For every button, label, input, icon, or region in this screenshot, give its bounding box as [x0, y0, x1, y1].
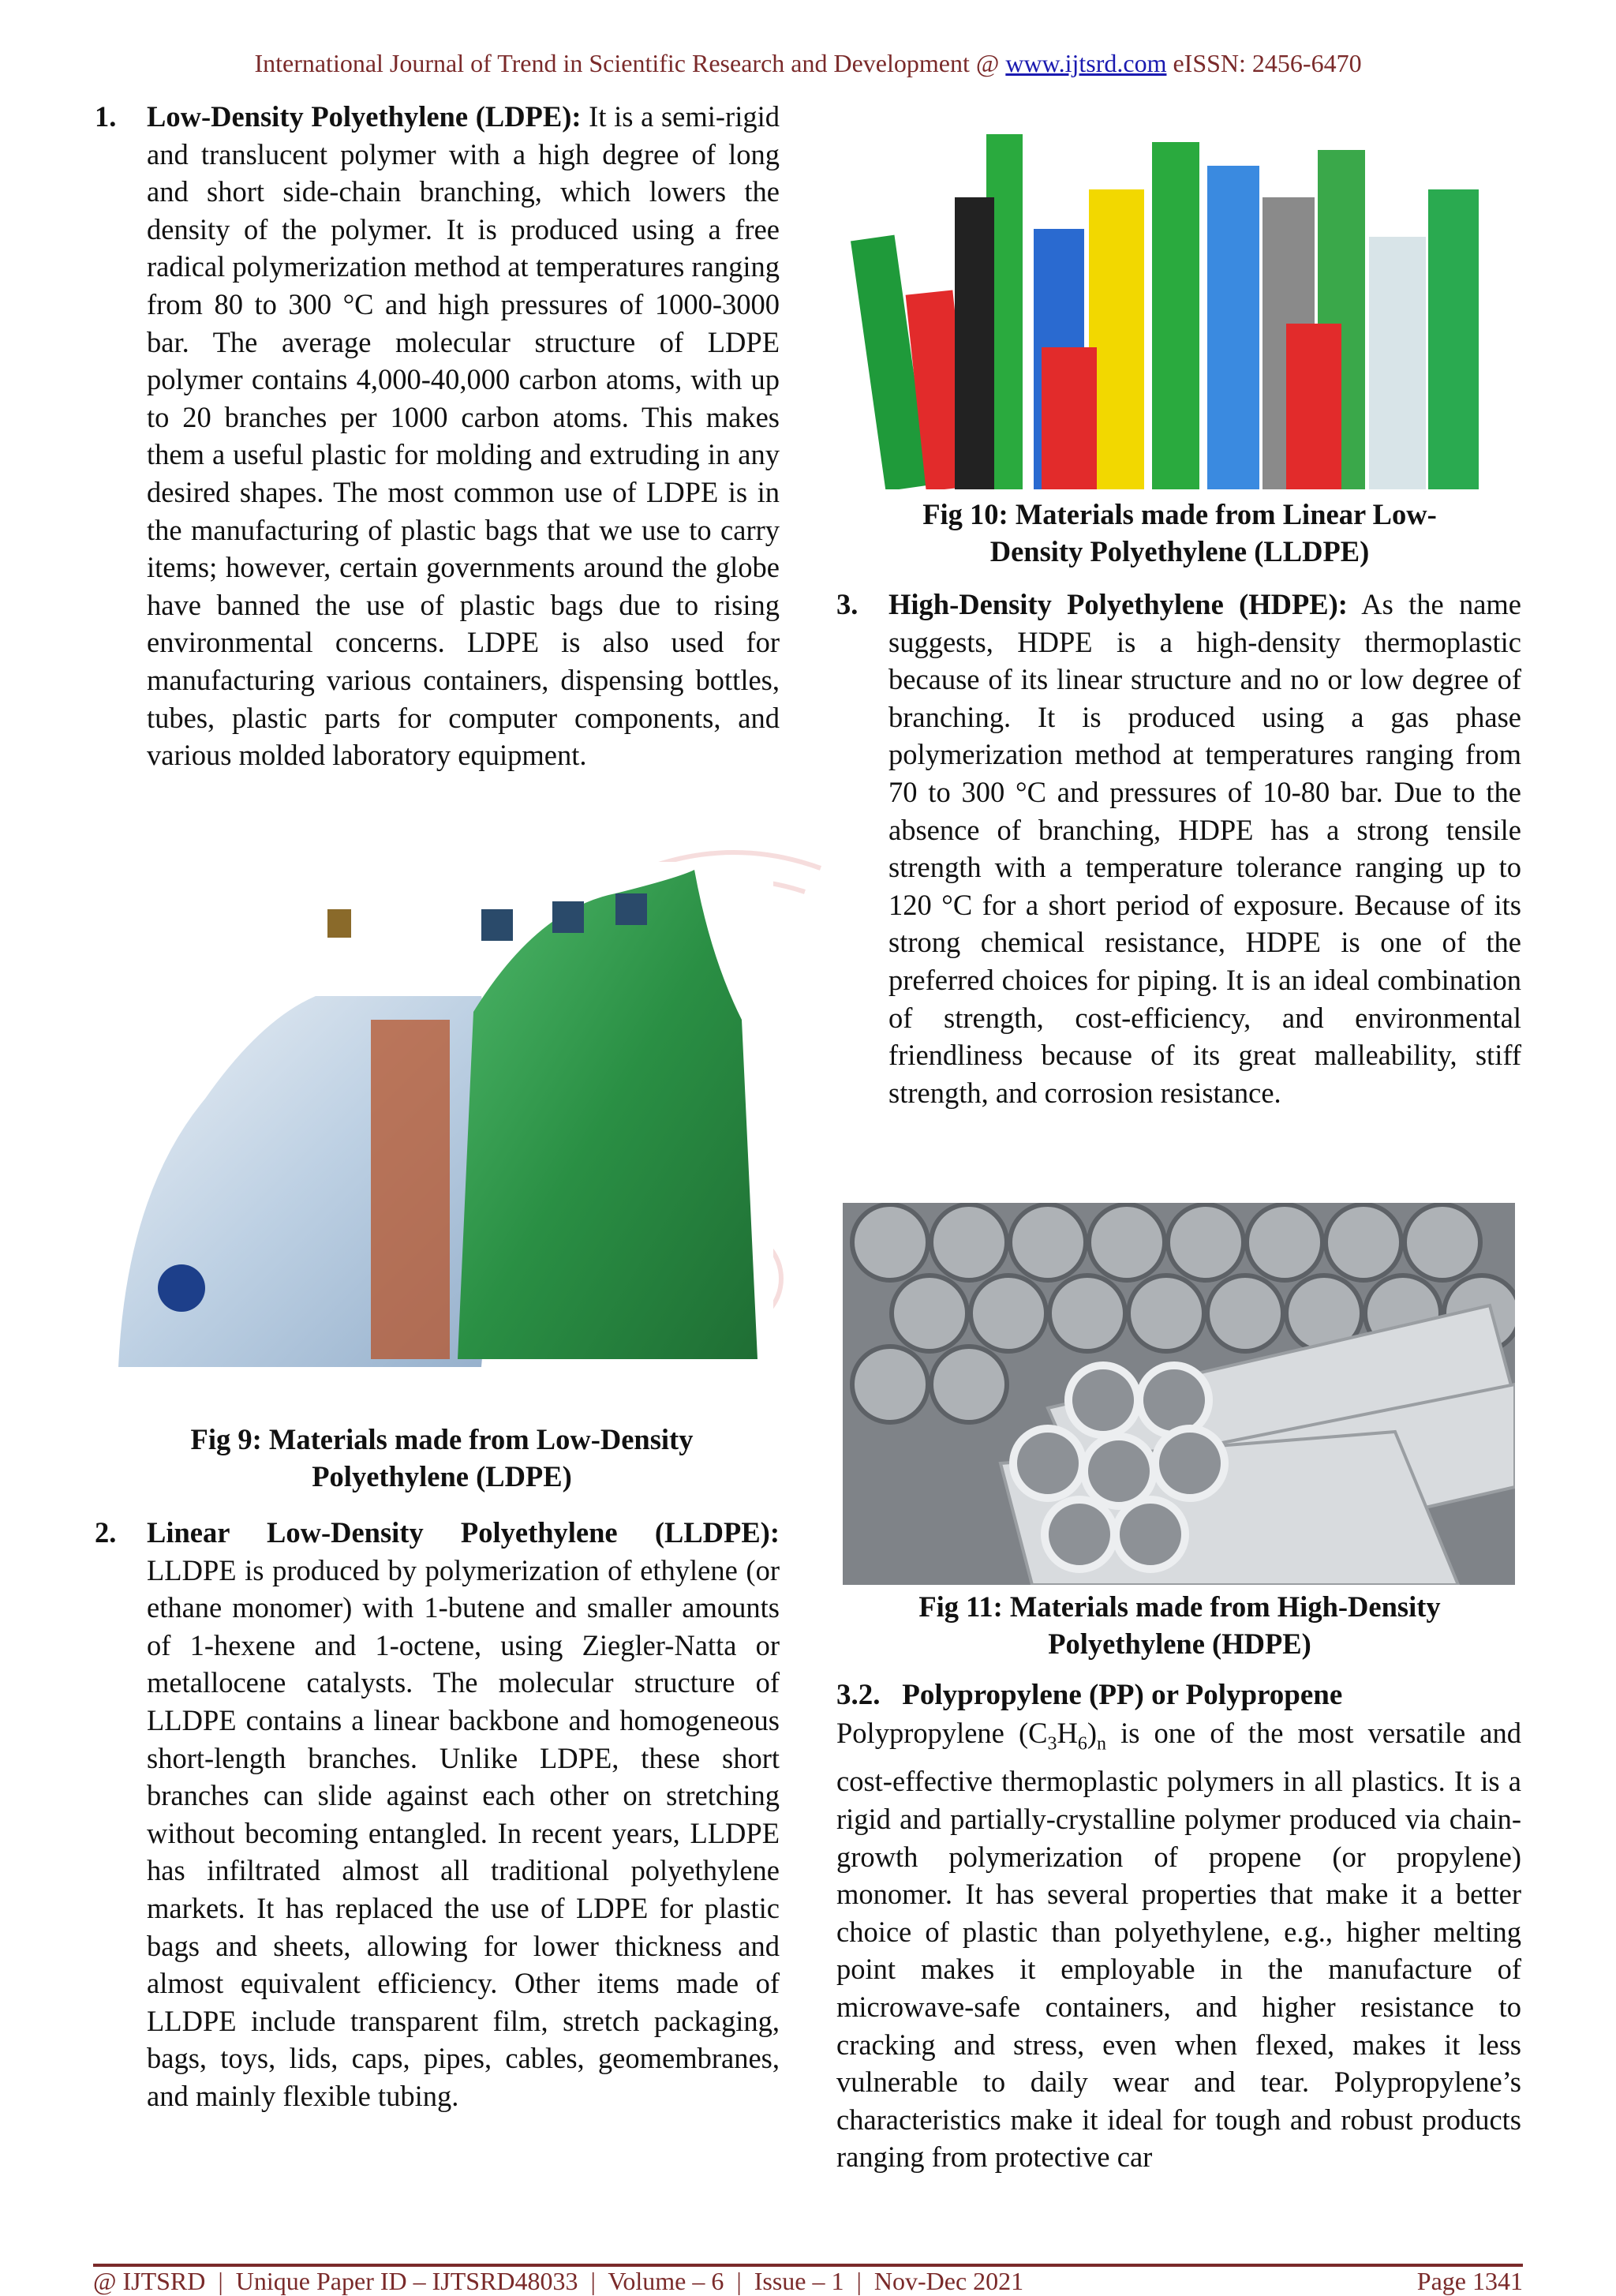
para-part: is one of the most versatile and cost-effective thermoplastic polymers in all plastics. It is a rigid and partially-crystalline polymer produced via chain-growth polymerization of propene (or propylene) monomer. It has several properties that make it a better choice of plastic than polyethylene, e.g., higher melting point makes it employable in the manufacture of microwave-safe containers, and higher resistance to cracking and stress, even when flexed, makes it less vulnerable to daily wear and tear. Polypropylene’s characteristics make it ideal for tough and robust products ranging from protective car	[836, 1716, 1521, 2174]
section-heading	[836, 1676, 1521, 1714]
section-number: 3.2.	[836, 1679, 881, 1711]
section-paragraph	[836, 1714, 1521, 2176]
caption-line: Fig 10: Materials made from Linear Low-	[922, 498, 1437, 530]
list-item-hdpe	[836, 586, 1521, 1111]
caption-line: Density Polyethylene (LLDPE)	[989, 535, 1370, 567]
header-suffix: eISSN: 2456-6470	[1166, 49, 1362, 77]
item-title: Low-Density Polyethylene (LDPE):	[147, 100, 582, 133]
right-column-hdpe	[836, 586, 1521, 1111]
footer-info: @ IJTSRD | Unique Paper ID – IJTSRD48033 | Volume – 6 | Issue – 1 | Nov-Dec 2021	[93, 2267, 1024, 2295]
item-title: High-Density Polyethylene (HDPE):	[888, 588, 1348, 620]
item-number: 1.	[95, 100, 117, 133]
list-item-lldpe	[95, 1514, 780, 2115]
left-column	[95, 98, 780, 774]
caption-line: Polyethylene (HDPE)	[1048, 1627, 1311, 1660]
item-paragraph	[888, 586, 1521, 1111]
fig11-image	[843, 1203, 1515, 1585]
journal-header	[0, 49, 1616, 78]
para-part: )	[1087, 1716, 1097, 1749]
left-column-lower	[95, 1514, 780, 2115]
fig10-caption	[844, 496, 1515, 570]
item-body: It is a semi-rigid and translucent polymer with a high degree of long and short side-chain branching, which lowers the density of the polymer. It is produced using a free radical polymerization method at temperatures ranging from 80 to 300 °C and high pressures of 1000-3000 bar. The average molecular structure of LDPE polymer contains 4,000-40,000 carbon atoms, with up to 20 branches per 1000 carbon atoms. This makes them a useful plastic for molding and extruding in any desired shapes. The most common use of LDPE is in the manufacturing of plastic bags that we use to carry items; however, certain governments around the globe have banned the use of plastic bags due to rising environmental concerns. LDPE is also used for manufacturing various containers, dispensing bottles, tubes, plastic parts for computer components, and various molded laboratory equipment.	[147, 100, 780, 772]
section-title: Polypropylene (PP) or Polypropene	[902, 1679, 1343, 1711]
journal-link[interactable]: www.ijtsrd.com	[1005, 49, 1167, 77]
para-part: Polypropylene (C	[836, 1716, 1048, 1749]
page-number: Page 1341	[1416, 2267, 1523, 2295]
subscript: 3	[1047, 1732, 1057, 1754]
fig9-image	[110, 862, 773, 1383]
para-part: H	[1057, 1716, 1078, 1749]
fig9-caption	[118, 1421, 765, 1495]
subscript: 6	[1077, 1732, 1087, 1754]
item-paragraph	[147, 98, 780, 774]
list-item-ldpe	[95, 98, 780, 774]
item-paragraph	[147, 1514, 780, 2115]
subscript: n	[1097, 1732, 1106, 1754]
item-number: 3.	[836, 588, 858, 620]
header-prefix: International Journal of Trend in Scientific Research and Development @	[254, 49, 1006, 77]
page-footer	[93, 2267, 1523, 2296]
caption-line: Fig 11: Materials made from High-Density	[918, 1590, 1441, 1623]
section-pp	[836, 1676, 1521, 2176]
fig11-caption	[844, 1588, 1515, 1662]
caption-line: Fig 9: Materials made from Low-Density	[190, 1423, 694, 1455]
item-number: 2.	[95, 1516, 117, 1549]
item-body: LLDPE is produced by polymerization of ethylene (or ethane monomer) with 1-butene and smaller amounts of 1-hexene and 1-octene, using Ziegler-Natta or metallocene catalysts. The molecular structure of LLDPE contains a linear backbone and homogeneous short-length branches. Unlike LDPE, these short branches can slide against each other on stretching without becoming entangled. In recent years, LLDPE has infiltrated almost all traditional polyethylene markets. It has replaced the use of LDPE for plastic bags and sheets, allowing for lower thickness and almost equivalent efficiency. Other items made of LLDPE include transparent film, stretch packaging, bags, toys, lids, caps, pipes, cables, geomembranes, and mainly flexible tubing.	[147, 1553, 780, 2112]
item-title: Linear Low-Density Polyethylene (LLDPE):	[147, 1516, 780, 1549]
fig10-image	[844, 110, 1515, 489]
caption-line: Polyethylene (LDPE)	[312, 1460, 572, 1493]
item-body: As the name suggests, HDPE is a high-density thermoplastic because of its linear structure and no or low degree of branching. It is produced using a gas phase polymerization method at temperatures ranging from 70 to 300 °C and pressures of 10-80 bar. Due to the absence of branching, HDPE has a strong tensile strength with a temperature tolerance ranging up to 120 °C for a short period of exposure. Because of its strong chemical resistance, HDPE is one of the preferred choices for piping. It is an ideal combination of strength, cost-efficiency, and environmental friendliness because of its great malleability, stiff strength, and corrosion resistance.	[888, 588, 1521, 1109]
